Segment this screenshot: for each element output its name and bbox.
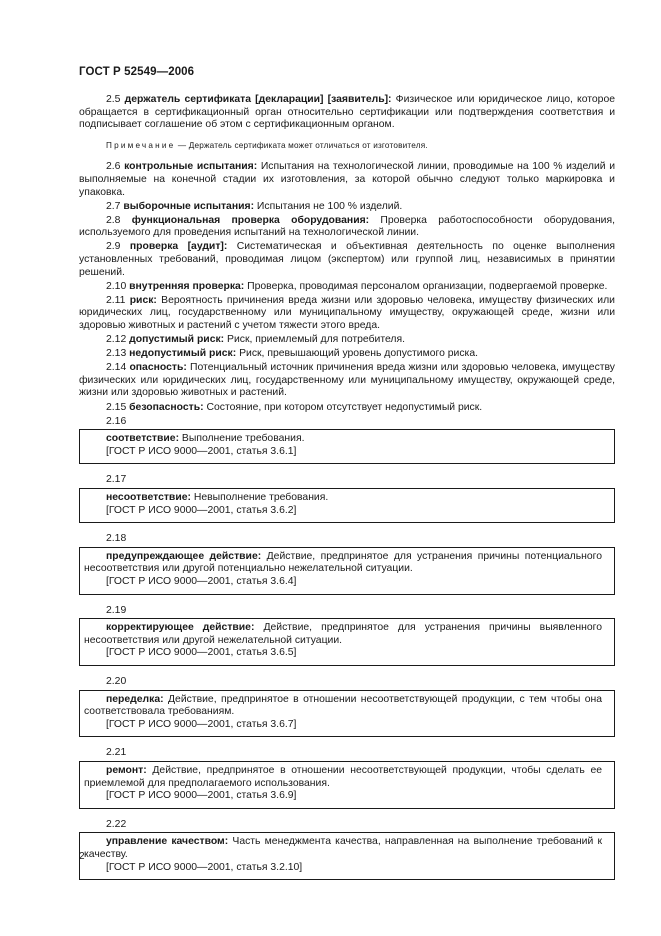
term-definition: Проверка, проводимая персоналом организации, подвергаемой проверке. — [247, 280, 608, 292]
boxed-term-text — [84, 765, 602, 790]
term-definition: Действие, предпринятое в отношении несоответствующей продукции, с тем чтобы она соответствовала требованиям. — [84, 693, 602, 718]
boxed-term-text — [84, 622, 602, 647]
term-definition: Риск, превышающий уровень допустимого риска. — [239, 348, 478, 360]
term-definition: Действие, предпринятое в отношении несоответствующей продукции, чтобы сделать ее приемлемой для предполагаемого использования. — [84, 764, 602, 789]
term-definition: Систематическая и объективная деятельность по оценке выполнения установленных требований, проводимая лицом (экспертом) или группой лиц, независимых в принятии решений. — [79, 241, 616, 278]
term-definition: Проверка работоспособности оборудования, используемого для проведения испытаний на технологической линии. — [79, 214, 616, 239]
term-name: контрольные испытания: — [124, 161, 258, 173]
term-name: выборочные испытания: — [123, 200, 255, 212]
document-body — [79, 94, 615, 890]
term-reference: [ГОСТ Р ИСО 9000—2001, статья 3.6.7] — [106, 718, 297, 730]
term-definition: Испытания на технологической линии, проводимые на 100 % изделий и выполняемые на конечной стадии их изготовления, за которой обычно следуют только маркировка и упаковка. — [79, 161, 616, 198]
term-item — [79, 281, 615, 294]
boxed-term — [79, 429, 615, 464]
term-item — [79, 348, 615, 361]
term-number: 2.5 — [106, 94, 121, 105]
term-item — [79, 215, 615, 240]
term-item — [79, 334, 615, 347]
term-name: допустимый риск: — [129, 334, 225, 346]
term-reference: [ГОСТ Р ИСО 9000—2001, статья 3.6.1] — [106, 445, 297, 457]
term-number: 2.6 — [106, 161, 121, 173]
boxed-term-text — [84, 433, 602, 446]
term-name: риск: — [129, 294, 157, 306]
term-number: 2.15 — [106, 401, 127, 413]
term-number: 2.8 — [106, 214, 121, 226]
term-name: функциональная проверка оборудования: — [131, 214, 370, 226]
term-name: держатель сертификата [декларации] [заявитель]: — [124, 94, 392, 105]
note-text: — Держатель сертификата может отличаться от изготовителя. — [177, 140, 428, 150]
term-definition: Риск, приемлемый для потребителя. — [227, 334, 405, 346]
term-number: 2.21 — [106, 747, 127, 759]
term-name: корректирующее действие: — [106, 622, 255, 634]
term-number: 2.11 — [106, 294, 126, 306]
term-name: соответствие: — [106, 433, 180, 445]
term-definition: Выполнение требования. — [181, 433, 305, 445]
term-name: опасность: — [129, 362, 187, 374]
boxed-term-text — [84, 551, 602, 576]
boxed-term-text — [84, 694, 602, 719]
boxed-term — [79, 690, 615, 738]
term-definition: Действие, предпринятое для устранения причины выявленного несоответствия или другой нежелательной ситуации. — [84, 622, 603, 646]
boxed-term — [79, 547, 615, 595]
term-name: недопустимый риск: — [129, 348, 237, 360]
boxed-term — [79, 488, 615, 523]
term-definition: Физическое или юридическое лицо, которое обращается в сертификационный орган относительно сертификации или подтверждения соответствия и подписывает соглашение об этом с сертификационным органом. — [79, 94, 616, 131]
page-number: 2 — [79, 851, 85, 862]
term-item — [79, 201, 615, 214]
note — [79, 140, 615, 153]
term-number: 2.13 — [106, 348, 127, 360]
term-item — [79, 161, 615, 199]
term-number: 2.22 — [106, 818, 127, 830]
term-name: несоответствие: — [106, 492, 191, 504]
page-header: ГОСТ Р 52549—2006 — [79, 66, 195, 78]
boxed-term-text — [84, 492, 602, 505]
term-reference: [ГОСТ Р ИСО 9000—2001, статья 3.2.10] — [106, 861, 303, 873]
term-number: 2.9 — [106, 241, 121, 253]
note-label: Примечание — [106, 140, 176, 150]
term-number: 2.7 — [106, 200, 121, 212]
term-number: 2.18 — [106, 533, 127, 545]
term-name: предупреждающее действие: — [106, 550, 262, 562]
term-definition: Невыполнение требования. — [193, 492, 329, 504]
term-item — [79, 402, 615, 415]
term-item — [79, 362, 615, 400]
term-number: 2.12 — [106, 334, 127, 346]
term-name: переделка: — [106, 693, 164, 705]
term-reference: [ГОСТ Р ИСО 9000—2001, статья 3.6.2] — [106, 504, 297, 516]
term-number: 2.16 — [106, 415, 127, 427]
boxed-term — [79, 761, 615, 809]
term-name: ремонт: — [106, 764, 147, 776]
term-number: 2.17 — [106, 474, 127, 486]
boxed-term — [79, 832, 615, 880]
term-name: проверка [аудит]: — [129, 241, 228, 253]
term-reference: [ГОСТ Р ИСО 9000—2001, статья 3.6.4] — [106, 576, 297, 587]
term-definition: Часть менеджмента качества, направленная на выполнение требований к качеству. — [84, 836, 602, 860]
term-number: 2.20 — [106, 675, 127, 687]
term-number: 2.19 — [106, 604, 127, 616]
term-name: управление качеством: — [106, 836, 229, 848]
term-definition: Действие, предпринятое для устранения причины потенциального несоответствия или другой потенциально нежелательной ситуации. — [84, 550, 602, 575]
boxed-term — [79, 618, 615, 666]
term-number: 2.10 — [106, 280, 127, 292]
term-item — [79, 241, 615, 279]
term-name: безопасность: — [129, 401, 204, 413]
term-definition: Состояние, при котором отсутствует недопустимый риск. — [206, 401, 483, 413]
term-definition: Испытания не 100 % изделий. — [256, 200, 403, 212]
term-definition: Вероятность причинения вреда жизни или здоровью человека, имуществу физических или юридических лиц, государственному или муниципальному имуществу, окружающей среде, жизни или здоровью животных и растений с учетом тяжести этого вреда. — [79, 294, 615, 331]
term-item — [79, 295, 615, 333]
term-reference: [ГОСТ Р ИСО 9000—2001, статья 3.6.5] — [106, 647, 297, 659]
term-number: 2.14 — [106, 362, 127, 374]
boxed-term-text — [84, 836, 602, 861]
term-reference: [ГОСТ Р ИСО 9000—2001, статья 3.6.9] — [106, 790, 297, 802]
term-name: внутренняя проверка: — [129, 280, 245, 292]
term-item — [79, 94, 615, 132]
term-definition: Потенциальный источник причинения вреда жизни или здоровью человека, имуществу физических или юридических лиц, государственному или муниципальному имуществу, окружающей среде, жизни или здоровью животных и растений. — [79, 362, 616, 399]
